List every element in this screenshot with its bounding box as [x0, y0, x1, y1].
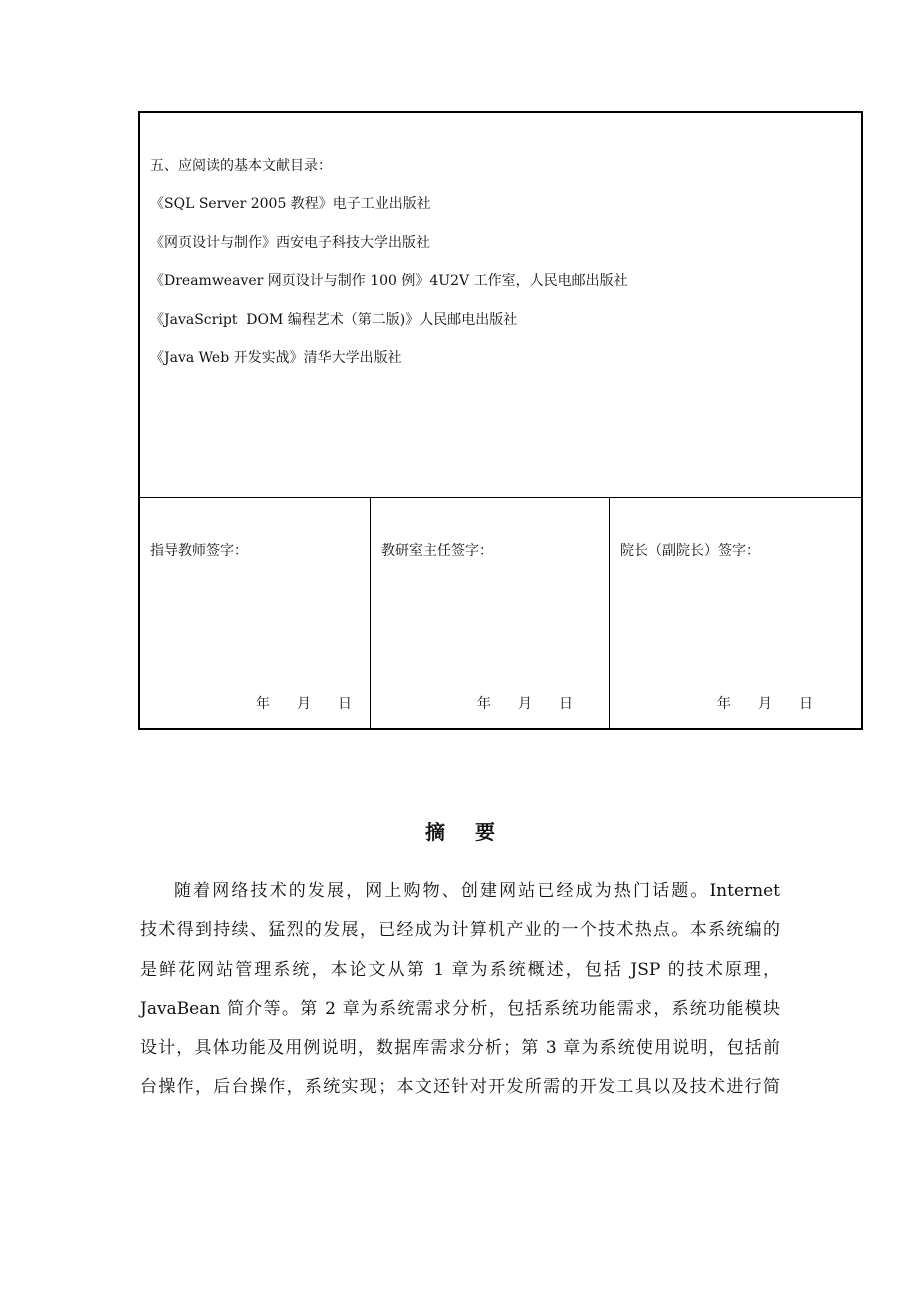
references-list — [150, 195, 628, 388]
references-cell — [140, 113, 861, 498]
date-day: 日 — [338, 696, 352, 712]
reference-item: 《网页设计与制作》西安电子科技大学出版社 — [150, 234, 430, 251]
date-year: 年 — [717, 696, 731, 712]
dean-signature-cell — [610, 498, 861, 728]
abstract-line: JavaBean 简介等。第 2 章为系统需求分析，包括系统功能需求，系统功能模块 — [140, 998, 780, 1019]
abstract-line: 台操作，后台操作，系统实现；本文还针对开发所需的开发工具以及技术进行简 — [140, 1077, 780, 1098]
advisor-signature-cell — [140, 498, 371, 728]
date-year: 年 — [256, 696, 270, 712]
department-head-signature-label: 教研室主任签字： — [381, 543, 493, 559]
task-form-table — [138, 111, 863, 730]
date-month: 月 — [297, 696, 311, 712]
reference-item: 《Java Web 开发实战》清华大学出版社 — [150, 350, 402, 366]
advisor-signature-label: 指导教师签字： — [150, 543, 248, 559]
abstract-line: 技术得到持续、猛烈的发展，已经成为计算机产业的一个技术热点。本系统编的 — [140, 920, 780, 941]
reference-item: 《Dreamweaver 网页设计与制作 100 例》4U2V 工作室，人民电邮出版社 — [150, 273, 628, 289]
department-head-signature-date — [477, 695, 573, 713]
references-heading: 五、应阅读的基本文献目录： — [150, 158, 332, 174]
abstract-body — [140, 872, 780, 1108]
date-month: 月 — [758, 696, 772, 712]
advisor-signature-date — [256, 695, 352, 713]
abstract-line: 随着网络技术的发展，网上购物、创建网站已经成为热门话题。Internet — [174, 881, 780, 901]
dean-signature-date — [717, 695, 813, 713]
reference-item: 《JavaScript DOM 编程艺术（第二版)》人民邮电出版社 — [150, 311, 518, 328]
abstract-line: 设计，具体功能及用例说明，数据库需求分析；第 3 章为系统使用说明，包括前 — [140, 1038, 780, 1059]
date-year: 年 — [477, 696, 491, 712]
abstract-title: 摘要 — [425, 820, 525, 844]
date-day: 日 — [799, 696, 813, 712]
abstract-line: 是鲜花网站管理系统，本论文从第 1 章为系统概述，包括 JSP 的技术原理， — [140, 959, 780, 980]
department-head-signature-cell — [371, 498, 610, 728]
date-day: 日 — [559, 696, 573, 712]
date-month: 月 — [518, 696, 532, 712]
dean-signature-label: 院长（副院长）签字： — [620, 543, 760, 559]
reference-item: 《SQL Server 2005 教程》电子工业出版社 — [150, 196, 431, 212]
signature-row — [140, 498, 861, 728]
